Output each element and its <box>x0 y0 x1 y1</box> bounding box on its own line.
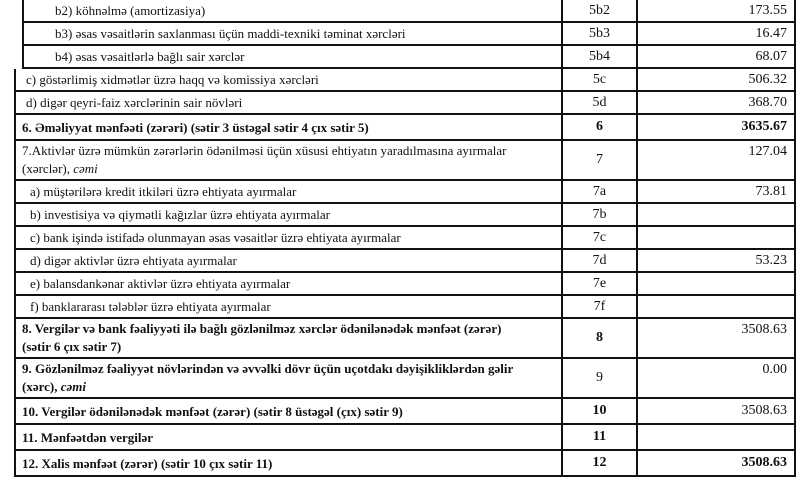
table-row <box>14 319 796 359</box>
table-row <box>14 359 796 399</box>
row-code: 5c <box>563 69 638 90</box>
table-row <box>14 451 796 477</box>
row-code: 5d <box>563 92 638 113</box>
description-line1: b) investisiya və qiymətli kağızlar üzrə ehtiyata ayırmalar <box>30 207 330 222</box>
description-line1: 7.Aktivlər üzrə mümkün zərərlərin ödənilməsi üçün xüsusi ehtiyatın yaradılmasına ayırmalar <box>22 143 507 158</box>
row-code: 7b <box>563 204 638 225</box>
description-line2 <box>22 378 557 396</box>
row-description <box>16 451 563 475</box>
description-line2 <box>22 338 557 356</box>
row-description <box>16 273 563 294</box>
description-line1: 12. Xalis mənfəət (zərər) (sətir 10 çıx sətir 11) <box>22 455 273 471</box>
table-row <box>14 399 796 425</box>
row-value <box>638 296 794 317</box>
row-description <box>24 46 563 67</box>
row-description <box>24 0 563 21</box>
description-line1: f) banklararası tələblər üzrə ehtiyata ayırmalar <box>30 299 271 314</box>
row-value: 173.55 <box>748 2 787 18</box>
row-code: 11 <box>563 425 638 449</box>
description-line2-italic: cəmi <box>73 161 98 176</box>
table-row <box>14 115 796 141</box>
row-description <box>16 141 563 179</box>
table-row <box>14 92 796 115</box>
row-value: 53.23 <box>755 252 787 268</box>
description-line1: b3) əsas vəsaitlərin saxlanması üçün maddi-texniki təminat xərcləri <box>55 26 406 41</box>
table-row <box>14 425 796 451</box>
description-line1: 8. Vergilər və bank fəaliyyəti ilə bağlı gözlənilməz xərclər ödənilənədək mənfəət (zərər) <box>22 321 502 336</box>
description-line1: d) digər qeyri-faiz xərclərinin sair növləri <box>26 95 243 110</box>
description-line1: b2) köhnəlmə (amortizasiya) <box>55 3 206 18</box>
table-row <box>14 69 796 92</box>
row-code: 5b4 <box>563 46 638 67</box>
row-description <box>16 204 563 225</box>
table-row <box>14 250 796 273</box>
row-value: 3508.63 <box>741 403 787 418</box>
row-value: 73.81 <box>755 183 787 199</box>
row-value <box>638 227 794 248</box>
description-line2-text: (xərc), <box>22 379 61 394</box>
table-row <box>22 0 796 23</box>
row-code: 7e <box>563 273 638 294</box>
table-row <box>14 141 796 181</box>
row-code: 9 <box>563 359 638 397</box>
row-description <box>16 359 563 397</box>
table-row <box>22 46 796 69</box>
table-row <box>14 227 796 250</box>
row-description <box>16 250 563 271</box>
description-line2 <box>22 160 557 178</box>
description-line2-text: (xərclər), <box>22 161 74 176</box>
row-code: 7f <box>563 296 638 317</box>
row-code: 7c <box>563 227 638 248</box>
description-line1: b4) əsas vəsaitlərlə bağlı sair xərclər <box>55 49 245 64</box>
row-code: 6 <box>563 115 638 139</box>
row-value: 3635.67 <box>741 119 787 134</box>
row-code: 10 <box>563 399 638 423</box>
row-code: 12 <box>563 451 638 475</box>
row-description <box>16 92 563 113</box>
table-row <box>14 273 796 296</box>
description-line1: 6. Əməliyyat mənfəəti (zərəri) (sətir 3 üstəgəl sətir 4 çıx sətir 5) <box>22 119 369 135</box>
description-line1: c) bank işində istifadə olunmayan əsas vəsaitlər üzrə ehtiyata ayırmalar <box>30 230 401 245</box>
row-description <box>16 399 563 423</box>
row-code: 8 <box>563 319 638 357</box>
description-line1: e) balansdankənar aktivlər üzrə ehtiyata ayırmalar <box>30 276 291 291</box>
row-value: 506.32 <box>748 71 787 87</box>
row-code: 7 <box>563 141 638 179</box>
table-row <box>22 23 796 46</box>
row-description <box>16 181 563 202</box>
table-row <box>14 204 796 227</box>
row-description <box>16 296 563 317</box>
description-line1: 11. Mənfəətdən vergilər <box>22 429 154 445</box>
row-code: 7d <box>563 250 638 271</box>
row-value: 127.04 <box>748 144 787 159</box>
row-value: 0.00 <box>762 362 787 377</box>
row-description <box>16 425 563 449</box>
description-line1: c) göstərlimiş xidmətlər üzrə haqq və komissiya xərcləri <box>26 72 319 87</box>
row-code: 7a <box>563 181 638 202</box>
row-value: 68.07 <box>755 48 787 64</box>
row-value: 3508.63 <box>741 455 787 470</box>
description-line1: 10. Vergilər ödənilənədək mənfəət (zərər) (sətir 8 üstəgəl (çıx) sətir 9) <box>22 403 403 419</box>
row-value: 368.70 <box>748 94 787 110</box>
description-line2-italic: cəmi <box>60 379 86 394</box>
table-row <box>14 296 796 319</box>
row-value: 16.47 <box>755 25 787 41</box>
row-description <box>16 115 563 139</box>
description-line1: a) müştərilərə kredit itkiləri üzrə ehtiyata ayırmalar <box>30 184 297 199</box>
row-description <box>16 319 563 357</box>
row-value <box>638 425 794 449</box>
report-table <box>14 0 796 477</box>
row-value <box>638 204 794 225</box>
row-description <box>16 227 563 248</box>
row-code: 5b3 <box>563 23 638 44</box>
row-value <box>638 273 794 294</box>
description-line2-text: (sətir 6 çıx sətir 7) <box>22 339 122 354</box>
description-line1: 9. Gözlənilməz fəaliyyət növlərindən və əvvəlki dövr üçün uçotdakı dəyişikliklərdən gəlir <box>22 361 514 376</box>
row-value: 3508.63 <box>741 322 787 337</box>
row-description <box>24 23 563 44</box>
row-code: 5b2 <box>563 0 638 21</box>
table-row <box>14 181 796 204</box>
row-description <box>16 69 563 90</box>
description-line1: d) digər aktivlər üzrə ehtiyata ayırmalar <box>30 253 237 268</box>
